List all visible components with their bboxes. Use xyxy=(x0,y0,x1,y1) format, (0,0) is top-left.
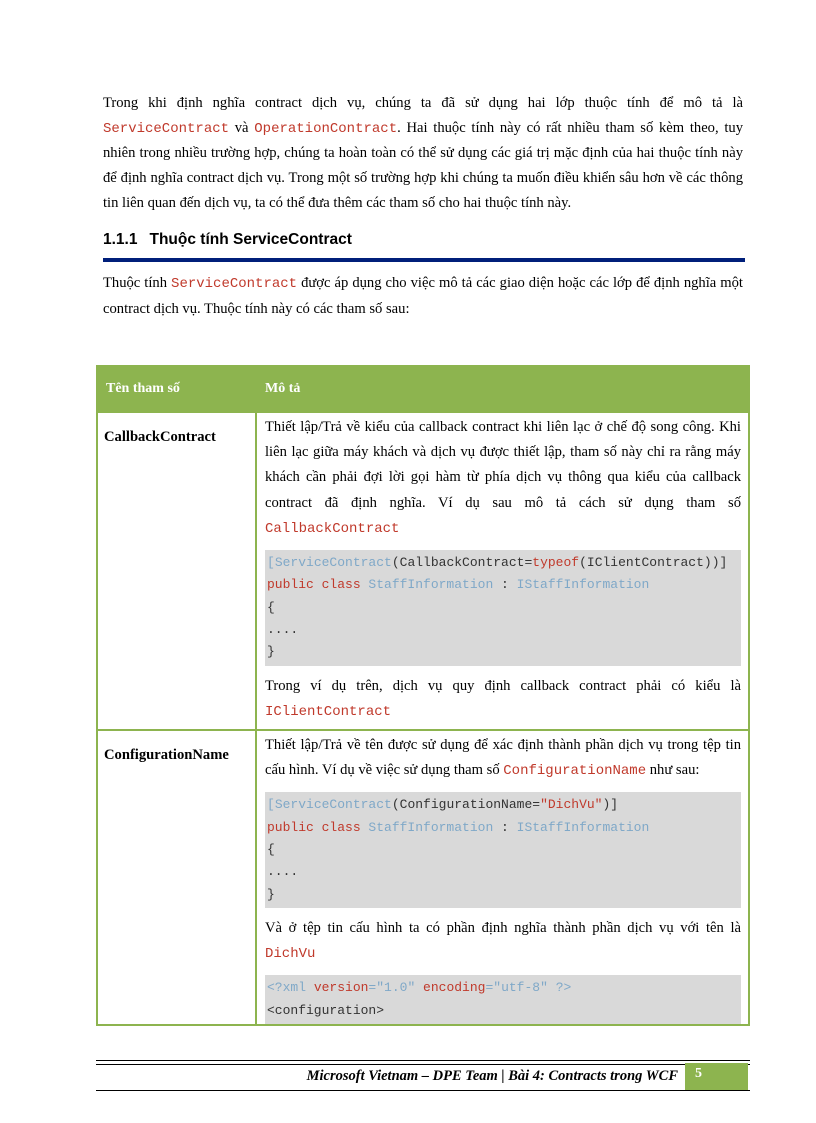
intro-text: . Hai thuộc tính này có rất nhiều tham số kèm theo, tuy nhiên trong nhiều trường hợp, chúng ta hoàn toàn có thể sử dụng các giá trị mặc định của hai thuộc tính này để định nghĩa contract dịch vụ. Trong một số trường hợp khi chúng ta muốn điều khiển sâu hơn về các thông tin liên quan đến dịch vụ, ta có thể đưa thêm các tham số cho hai thuộc tính này. xyxy=(103,119,743,211)
code-line: } xyxy=(267,644,275,660)
code-line: .... xyxy=(267,864,299,880)
description-text: Và ở tệp tin cấu hình ta có phần định nghĩa thành phần dịch vụ với tên là DichVu xyxy=(265,919,741,962)
header-name: Tên tham số xyxy=(97,366,256,412)
intro-paragraph xyxy=(103,91,743,216)
intro-text: Trong khi định nghĩa contract dịch vụ, chúng ta đã sử dụng hai lớp thuộc tính để mô tả là xyxy=(103,95,743,111)
paragraph-text: Thuộc tính xyxy=(103,275,172,291)
section-title: Thuộc tính ServiceContract xyxy=(149,231,352,248)
table-row xyxy=(97,412,749,730)
footer-rule xyxy=(96,1060,750,1061)
footer-text: Microsoft Vietnam – DPE Team | Bài 4: Contracts trong WCF xyxy=(306,1068,678,1084)
description-text: Thiết lập/Trả về kiểu của callback contract khi liên lạc ở chế độ song công. Khi liên lạc giữa máy khách và dịch vụ được thiết lập, tham số này chỉ ra rằng máy khách cần phải đợi lời gọi hàm từ phía dịch vụ thông qua kiểu của callback contract đã định nghĩa. Ví dụ sau mô tả cách sử dụng tham số CallbackContract xyxy=(265,419,741,537)
code-line: [ServiceContract(ConfigurationName="DichVu")] xyxy=(267,797,619,813)
xml-code-block xyxy=(265,975,741,1024)
code-line: <configuration> xyxy=(267,1002,385,1018)
paragraph-code: ServiceContract xyxy=(171,276,298,292)
code-block xyxy=(265,792,741,907)
section-number: 1.1.1 xyxy=(103,231,138,248)
footer-rule xyxy=(96,1090,750,1091)
intro-code-operationcontract: OperationContract xyxy=(254,120,398,137)
section-paragraph xyxy=(103,271,743,321)
page-number: 5 xyxy=(685,1063,748,1090)
footer-rule xyxy=(96,1064,750,1065)
header-description: Mô tả xyxy=(256,366,749,412)
section-heading xyxy=(103,231,352,249)
table-row xyxy=(97,730,749,1025)
code-line: { xyxy=(267,599,275,615)
code-line: <?xml version="1.0" encoding="utf-8" ?> xyxy=(267,980,572,996)
param-description xyxy=(256,412,749,730)
heading-rule xyxy=(103,258,745,262)
code-line: public class StaffInformation : IStaffInformation xyxy=(267,577,650,593)
code-line: { xyxy=(267,841,275,857)
parameter-table xyxy=(96,365,750,1026)
param-name: ConfigurationName xyxy=(97,730,256,1025)
code-line: .... xyxy=(267,621,299,637)
intro-text: và xyxy=(229,119,255,136)
description-text: Trong ví dụ trên, dịch vụ quy định callback contract phải có kiểu là IClientContract xyxy=(265,677,741,720)
code-line: } xyxy=(267,886,275,902)
description-text: Thiết lập/Trả về tên được sử dụng để xác định thành phần dịch vụ trong tệp tin cấu hình. Ví dụ về việc sử dụng tham số ConfigurationName như sau: xyxy=(265,736,741,780)
intro-code-servicecontract: ServiceContract xyxy=(103,120,230,137)
param-description xyxy=(256,730,749,1025)
code-line: [ServiceContract(CallbackContract=typeof(IClientContract))] xyxy=(267,555,728,571)
table-header-row xyxy=(97,366,749,412)
code-block xyxy=(265,550,741,665)
paragraph-text: được áp dụng cho việc mô tả các giao diện hoặc các lớp để định nghĩa một contract dịch vụ. Thuộc tính này có các tham số sau: xyxy=(103,275,743,317)
param-name: CallbackContract xyxy=(97,412,256,730)
code-line: public class StaffInformation : IStaffInformation xyxy=(267,819,650,835)
